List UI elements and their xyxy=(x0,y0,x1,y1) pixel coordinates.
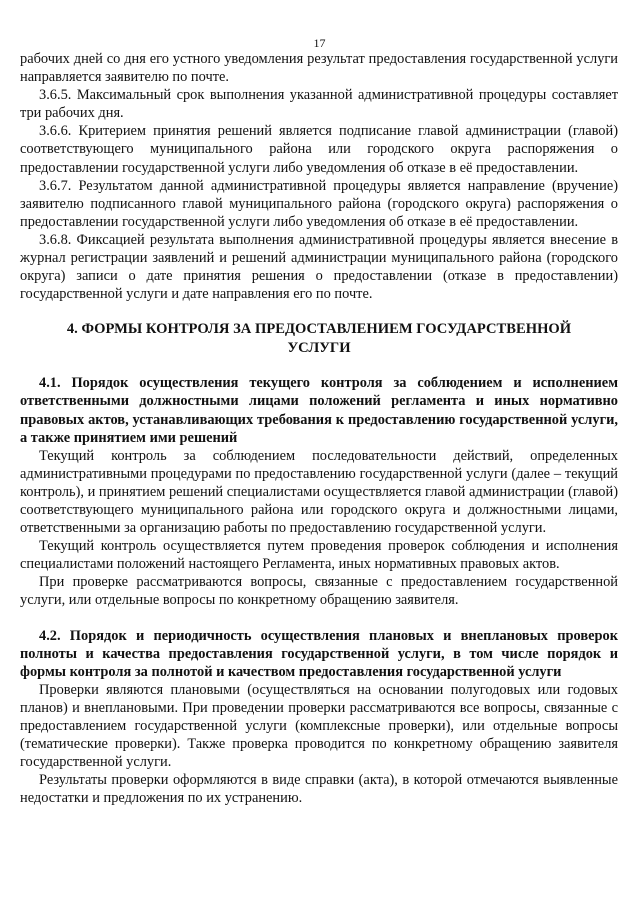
paragraph-3-6-8: 3.6.8. Фиксацией результата выполнения административной процедуры является внесение в журнал регистрации заявлений и решений администрации муниципального района (городского округа) записи о дате принятия решения о предоставлении (отказе в предоставлении) государственной услуги и дате направления его по почте. xyxy=(20,231,618,303)
subsection-4-1-paragraph-1: Текущий контроль за соблюдением последовательности действий, определенных административными процедурами по предоставлению государственной услуги (далее – текущий контроль), и принятием решений специалистами осуществляется главой администрации (главой) соответствующего муниципального района или городского округа и должностными лицами, ответственными за организацию работы по предоставлению государственной услуги. xyxy=(20,447,618,537)
subsection-4-2-paragraph-1: Проверки являются плановыми (осуществляться на основании полугодовых или годовых планов) и внеплановыми. При проведении проверки рассматриваются все вопросы, связанные с предоставлением государственной услуги (комплексные проверки), или отдельные вопросы (тематические проверки). Также проверка проводится по конкретному обращению заявителя государственной услуги. xyxy=(20,681,618,771)
subsection-4-1-paragraph-2: Текущий контроль осуществляется путем проведения проверок соблюдения и исполнения специалистами положений настоящего Регламента, иных нормативных правовых актов. xyxy=(20,538,618,573)
paragraph-3-6-6: 3.6.6. Критерием принятия решений является подписание главой администрации (главой) соответствующего муниципального района или городского округа распоряжения о предоставлении государственной услуги либо уведомления об отказе в её предоставлении. xyxy=(20,123,618,176)
page-number: 17 xyxy=(313,36,326,50)
subsection-4-2-paragraph-2: Результаты проверки оформляются в виде справки (акта), в которой отмечаются выявленные недостатки и предложения по их устранению. xyxy=(20,772,618,807)
paragraph-3-6-7: 3.6.7. Результатом данной административной процедуры является направление (вручение) заявителю подписанного главой муниципального района (городского округа) распоряжения о предоставлении государственной услуги либо уведомления об отказе в её предоставлении. xyxy=(20,177,618,230)
paragraph-continuation: рабочих дней со дня его устного уведомления результат предоставления государственной услуги направляется заявителю по почте. xyxy=(20,51,618,86)
subsection-4-1-paragraph-3: При проверке рассматриваются вопросы, связанные с предоставлением государственной услуги, или отдельные вопросы по конкретному обращению заявителя. xyxy=(20,574,618,609)
subsection-4-1-title: 4.1. Порядок осуществления текущего контроля за соблюдением и исполнением ответственными должностными лицами положений регламента и иных нормативно правовых актов, устанавливающих требования к предоставлению государственной услуги, а также принятием ими решений xyxy=(20,375,618,446)
paragraph-3-6-5: 3.6.5. Максимальный срок выполнения указанной административной процедуры составляет три рабочих дня. xyxy=(20,87,618,122)
section-4-title: 4. ФОРМЫ КОНТРОЛЯ ЗА ПРЕДОСТАВЛЕНИЕМ ГОСУДАРСТВЕННОЙ УСЛУГИ xyxy=(66,321,572,356)
document-body xyxy=(20,50,618,807)
subsection-4-2-title: 4.2. Порядок и периодичность осуществления плановых и внеплановых проверок полноты и качества предоставления государственной услуги, в том числе порядок и формы контроля за полнотой и качеством предоставления государственной услуги xyxy=(20,627,618,680)
